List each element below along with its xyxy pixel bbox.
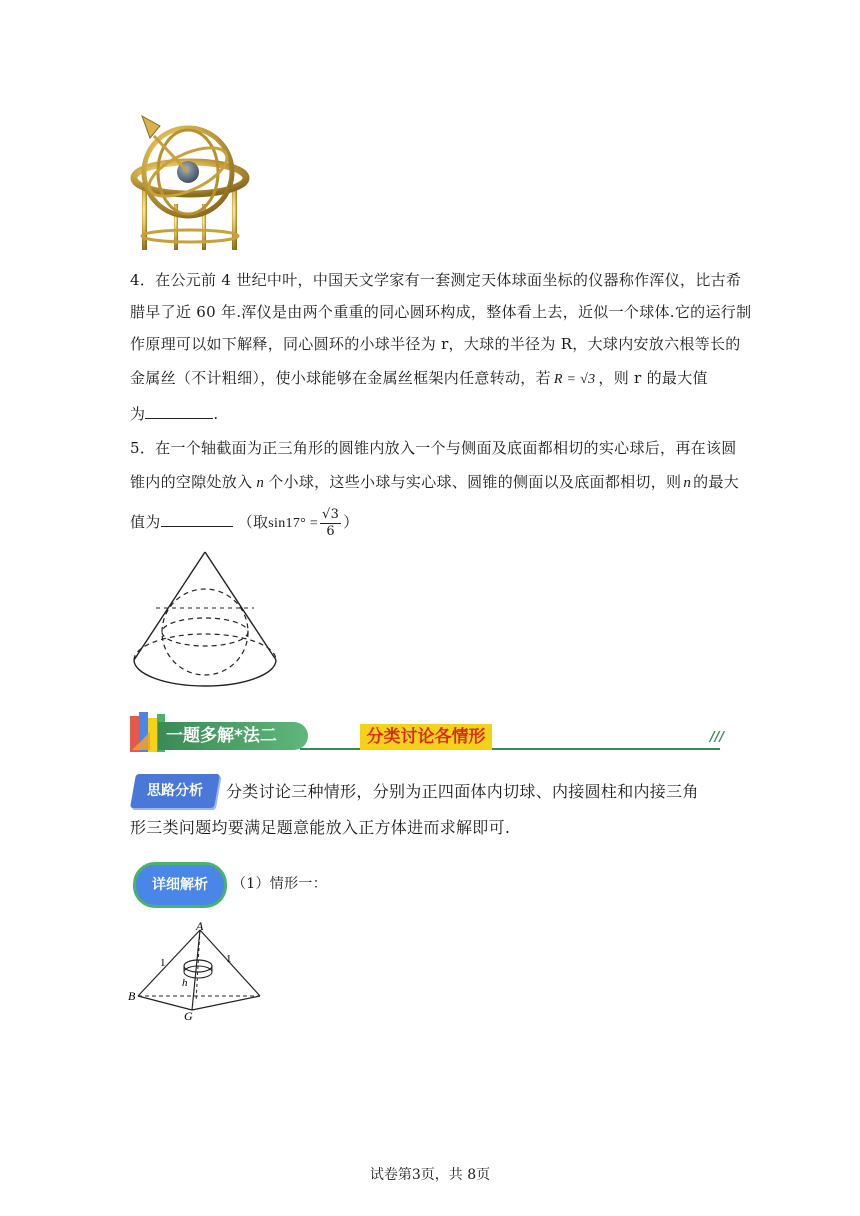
detail-case-1: （1）情形一： — [232, 876, 328, 892]
detail-tag: 详细解析 — [133, 862, 227, 908]
question-5-line-2-a: 锥内的空隙处放入 — [130, 473, 253, 491]
answer-prefix-q5: 值为 — [130, 513, 161, 531]
question-4-line-4-text: 金属丝（不计粗细），使小球能够在金属丝框架内任意转动，若 — [130, 369, 551, 387]
answer-blank-q5[interactable] — [161, 508, 233, 527]
answer-blank-q4[interactable] — [145, 400, 213, 419]
label-h: h — [182, 977, 188, 989]
cone-with-sphere-figure — [128, 548, 284, 694]
answer-suffix: . — [213, 405, 219, 423]
hint-close: ） — [343, 513, 359, 531]
analysis-tag-label: 思路分析 — [147, 783, 203, 799]
label-a: A — [196, 919, 204, 933]
method-title-label: 分类讨论各情形 — [360, 724, 492, 750]
question-4-line-2: 腊早了近 60 年.浑仪是由两个重重的同心圆环构成，整体看上去，近似一个球体.它的运行制 — [130, 303, 752, 321]
hint-expression: sin17° = — [268, 516, 319, 531]
variable-n: n — [256, 475, 265, 491]
label-g: G — [184, 1009, 193, 1023]
radius-formula: R = √3 — [553, 372, 596, 387]
question-4-line-1: 4．在公元前 4 世纪中叶，中国天文学家有一套测定天体球面坐标的仪器称作浑仪，比古希 — [130, 271, 742, 289]
question-4-line-4-tail: ，则 r 的最大值 — [598, 369, 708, 387]
question-5-line-2-b: 个小球，这些小球与实心球、圆锥的侧面以及底面都相切，则 — [268, 473, 682, 491]
hint-fraction-denominator: 6 — [326, 523, 335, 539]
question-5-line-2 — [130, 466, 739, 499]
banner-slash-mark: /// — [710, 730, 725, 745]
question-4-line-4 — [130, 362, 708, 396]
label-one-right: 1 — [226, 953, 232, 965]
answer-prefix: 为 — [130, 405, 146, 423]
hint-fraction-numerator: √3 — [322, 506, 340, 522]
variable-n-2: n — [683, 475, 692, 491]
page-footer: 试卷第3页，共 8页 — [369, 1167, 491, 1183]
label-b: B — [128, 989, 136, 1003]
label-one-left: 1 — [160, 957, 166, 969]
question-5-line-2-c: 的最大 — [693, 473, 740, 491]
hint-fraction — [320, 507, 341, 540]
hint-open: （取 — [237, 513, 269, 531]
analysis-line-1: 分类讨论三种情形，分别为正四面体内切球、内接圆柱和内接三角 — [226, 782, 699, 801]
question-5-line-1: 5．在一个轴截面为正三角形的圆锥内放入一个与侧面及底面都相切的实心球后，再在该圆 — [130, 439, 737, 457]
armillary-sphere-image — [128, 108, 252, 256]
question-4-line-5 — [130, 398, 218, 430]
method-banner-label: 一题多解*法二 — [158, 722, 308, 750]
question-5-line-3 — [130, 506, 359, 540]
pyramid-figure — [126, 918, 266, 1024]
question-4-line-3: 作原理可以如下解释，同心圆环的小球半径为 r，大球的半径为 R，大球内安放六根等长的 — [130, 335, 741, 353]
analysis-line-2: 形三类问题均要满足题意能放入正方体进而求解即可. — [130, 818, 511, 837]
analysis-tag — [130, 774, 220, 808]
